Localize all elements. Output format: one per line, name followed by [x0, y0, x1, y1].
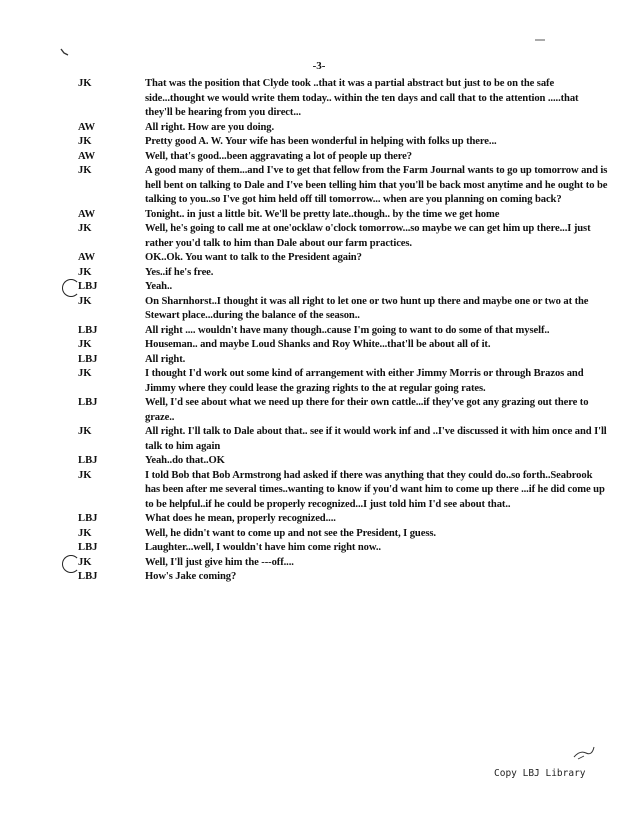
speaker-label: LBJ	[78, 571, 98, 582]
speaker-label: AW	[78, 252, 96, 263]
transcript	[0, 77, 638, 585]
speaker-label: JK	[78, 78, 92, 89]
speaker-label: JK	[78, 527, 92, 539]
speech-text: All right.	[145, 353, 186, 365]
speaker-label: LBJ	[78, 397, 98, 408]
speech-text: Well, he didn't want to come up and not see the President, I guess.	[145, 527, 436, 539]
speaker-label: AW	[78, 150, 96, 162]
transcript-row	[0, 454, 638, 469]
speech-text: Well, he's going to call me at one'ocklaw o'clock tomorrow...so maybe we can get him up there...I just rather you'd talk to him than Dale about our farm practices.	[145, 223, 591, 249]
transcript-row	[0, 367, 638, 396]
speaker-label: AW	[78, 121, 96, 133]
transcript-row	[0, 512, 638, 527]
speaker-label: JK	[78, 368, 92, 379]
speaker-label: JK	[78, 165, 92, 176]
speaker-label: LBJ	[78, 455, 98, 466]
speech-text: Yeah..do that..OK	[145, 455, 225, 466]
transcript-row	[0, 541, 638, 556]
speech-text: I thought I'd work out some kind of arrangement with either Jimmy Morris or through Brazos and Jimmy where they could lease the grazing rights to the at regular going rates.	[145, 368, 584, 394]
speech-text: All right. How are you doing.	[145, 121, 275, 133]
page-number: -3-	[312, 60, 326, 72]
transcript-row	[0, 353, 638, 368]
transcript-row	[0, 556, 638, 571]
speaker-label: LBJ	[78, 324, 98, 336]
speech-text: That was the position that Clyde took ..that it was a partial abstract but just to be on the safe side...thought we would write them today.. within the ten days and call that to the attention .....that they'll be hearing from you direct...	[145, 78, 579, 118]
speech-text: What does he mean, properly recognized....	[145, 513, 336, 524]
transcript-row	[0, 295, 638, 324]
transcript-row	[0, 570, 638, 585]
transcript-row	[0, 164, 638, 208]
transcript-row	[0, 135, 638, 150]
speech-text: How's Jake coming?	[145, 571, 237, 582]
speech-text: Well, I'll just give him the ---off....	[145, 556, 294, 568]
stray-mark-top-right	[534, 37, 546, 43]
speech-text: A good many of them...and I've to get that fellow from the Farm Journal wants to go up tomorrow and is hell bent on talking to Dale and I've been telling him that you'll be back most anytime and he ought to be talking to you..so I've got him held off till tomorrow... when are you planning on coming back?	[145, 165, 608, 205]
transcript-row	[0, 324, 638, 339]
speech-text: Well, that's good...been aggravating a lot of people up there?	[145, 150, 412, 162]
transcript-row	[0, 527, 638, 542]
speech-text: Well, I'd see about what we need up there for their own cattle...if they've got any grazing out there to graze..	[145, 397, 589, 423]
transcript-row	[0, 150, 638, 165]
transcript-row	[0, 280, 638, 295]
speech-text: Yeah..	[145, 281, 173, 292]
speech-text: Houseman.. and maybe Loud Shanks and Roy White...that'll be about all of it.	[145, 339, 491, 350]
transcript-row	[0, 425, 638, 454]
speaker-label: LBJ	[0, 280, 145, 295]
speaker-label: JK	[78, 295, 92, 307]
transcript-row	[0, 338, 638, 353]
speech-text: OK..Ok. You want to talk to the President again?	[145, 252, 362, 263]
speaker-label: LBJ	[78, 353, 98, 365]
speaker-label: JK	[78, 136, 92, 147]
speech-text: Laughter...well, I wouldn't have him come right now..	[145, 542, 381, 553]
speaker-label: JK	[78, 339, 92, 350]
speech-text: Tonight.. in just a little bit. We'll be pretty late..though.. by the time we get home	[145, 208, 500, 220]
transcript-row	[0, 396, 638, 425]
transcript-row	[0, 208, 638, 223]
speaker-label: JK	[78, 426, 92, 437]
stray-mark-top-left	[60, 47, 70, 57]
speech-text: Yes..if he's free.	[145, 266, 214, 278]
handwritten-mark	[572, 744, 596, 760]
speaker-label: JK	[0, 556, 145, 571]
speech-text: On Sharnhorst..I thought it was all right to let one or two hunt up there and maybe one or two at the Stewart place...during the balance of the season..	[145, 295, 589, 321]
speaker-label: JK	[78, 266, 92, 278]
library-stamp-footer: Copy LBJ Library	[494, 768, 586, 779]
speaker-label: LBJ	[78, 542, 98, 553]
speech-text: All right. I'll talk to Dale about that.. see if it would work inf and ..I've discussed it with him once and I'll talk to him again	[145, 426, 607, 452]
transcript-row	[0, 469, 638, 513]
speech-text: I told Bob that Bob Armstrong had asked if there was anything that they could do..so forth..Seabrook has been after me several times..wanting to know if you'd want him to come up there ...if he did come up to be helpful..if he could be properly recognized...I just told him I'd see about that..	[145, 469, 605, 510]
speech-text: All right .... wouldn't have many though..cause I'm going to want to do some of that myself..	[145, 324, 550, 336]
speech-text: Pretty good A. W. Your wife has been wonderful in helping with folks up there...	[145, 136, 497, 147]
transcript-row	[0, 77, 638, 121]
speaker-label: JK	[78, 223, 92, 234]
speaker-label: JK	[78, 469, 92, 481]
transcript-row	[0, 222, 638, 251]
speaker-label: LBJ	[78, 513, 98, 524]
transcript-row	[0, 121, 638, 136]
transcript-row	[0, 251, 638, 266]
speaker-label: AW	[78, 208, 96, 220]
transcript-row	[0, 266, 638, 281]
